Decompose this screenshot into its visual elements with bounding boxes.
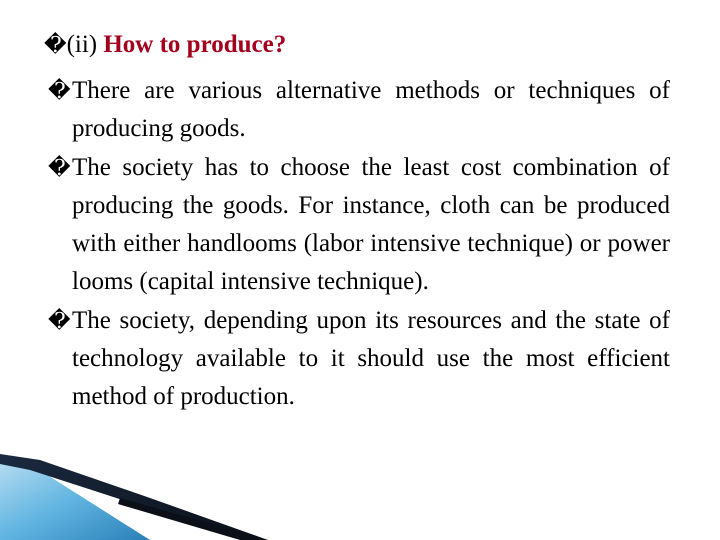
corner-decoration: [0, 440, 720, 540]
dark-swoosh-tail: [118, 498, 268, 540]
bullet-icon: �: [48, 307, 71, 333]
heading-bullet-icon: �: [44, 32, 67, 57]
bullet-icon: �: [48, 78, 71, 103]
heading-title: How to produce?: [103, 31, 287, 58]
bullet-paragraph: [48, 302, 670, 417]
heading-number: (ii): [66, 31, 98, 58]
bullet-icon: �: [48, 154, 71, 180]
paragraph-text: There are various alternative methods or techniques of producing goods.: [72, 77, 670, 143]
bullet-paragraph: [48, 149, 670, 302]
slide-heading: [44, 28, 286, 62]
slide-content: [48, 72, 670, 417]
paragraph-text: The society has to choose the least cost combination of producing the goods. For instance, cloth can be produced with either handlooms (labor intensive technique) or power looms (capital intensive technique).: [72, 153, 670, 296]
paragraph-text: The society, depending upon its resources and the state of technology available to it should use the most efficient method of production.: [72, 306, 670, 411]
bullet-paragraph: [48, 72, 670, 149]
